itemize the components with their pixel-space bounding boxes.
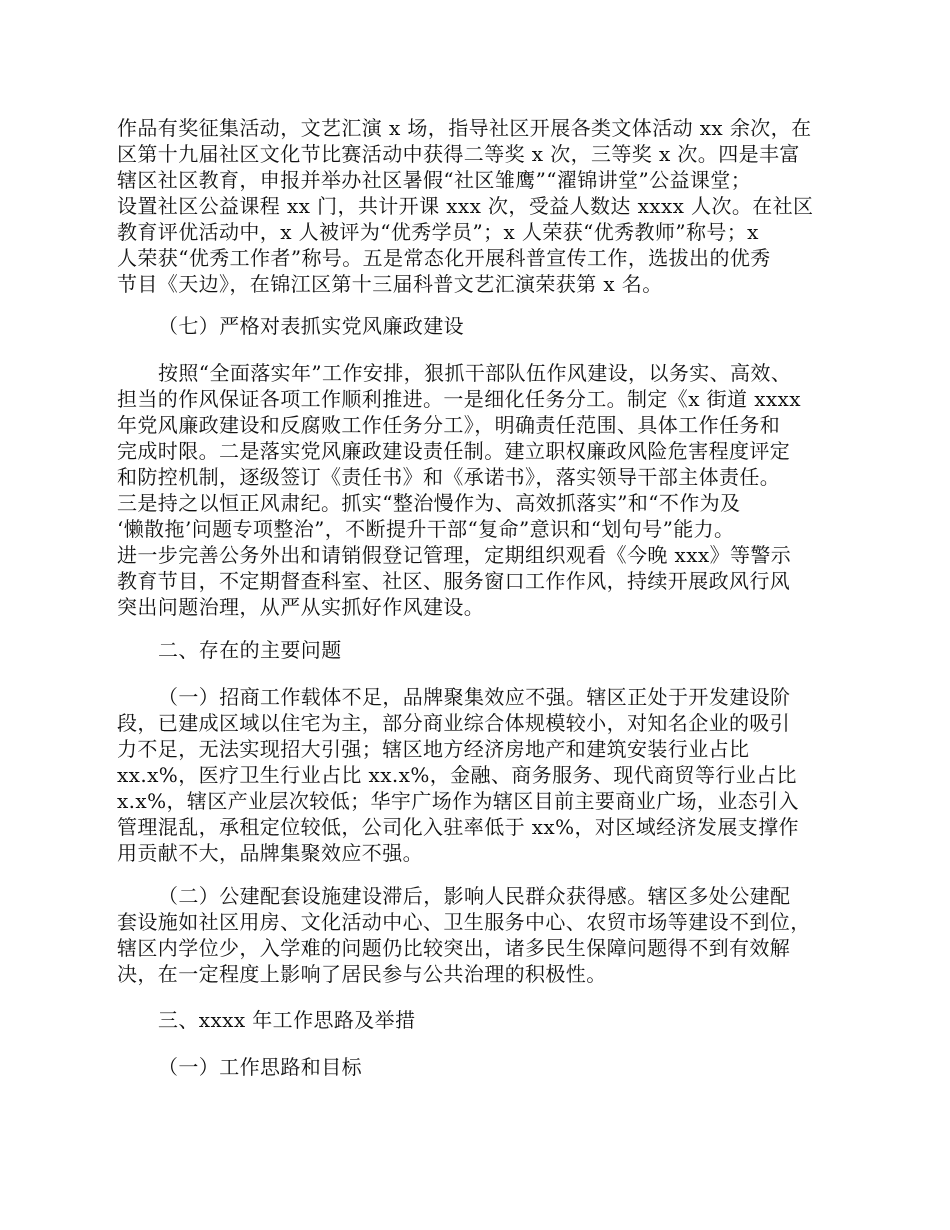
- paragraph-line: 节目《天边》，在锦江区第十三届科普文艺汇演荣获第 x 名。: [117, 272, 663, 296]
- section-heading: 二、存在的主要问题: [158, 638, 342, 662]
- paragraph-line: ‘懒散拖’问题专项整治”，不断提升干部“复命”意识和“划句号”能力。: [117, 517, 735, 541]
- paragraph-line: 突出问题治理，从严从实抓好作风建设。: [117, 595, 485, 619]
- paragraph-line: 区第十九届社区文化节比赛活动中获得二等奖 x 次，三等奖 x 次。四是丰富: [117, 142, 800, 166]
- paragraph-line: 决，在一定程度上影响了居民参与公共治理的积极性。: [117, 962, 607, 986]
- paragraph-line: 辖区社区教育，申报并举办社区暑假“社区雏鹰”“濯锦讲堂”公益课堂；: [117, 168, 752, 192]
- paragraph-line: 和防控机制，逐级签订《责任书》和《承诺书》，落实领导干部主体责任。: [117, 465, 781, 489]
- section-heading: 三、xxxx 年工作思路及举措: [158, 1008, 416, 1032]
- paragraph-line: 辖区内学位少，入学难的问题仍比较突出，诸多民生保障问题得不到有效解: [117, 936, 791, 960]
- paragraph-line: 进一步完善公务外出和请销假登记管理，定期组织观看《今晚 xxx》等警示: [117, 543, 792, 567]
- paragraph-line: 年党风廉政建设和反腐败工作任务分工》，明确责任范围、具体工作任务和: [117, 413, 781, 437]
- paragraph-line: xx.x%，医疗卫生行业占比 xx.x%，金融、商务服务、现代商贸等行业占比: [117, 763, 797, 787]
- paragraph-line: 人荣获“优秀工作者”称号。五是常态化开展科普宣传工作，选拔出的优秀: [117, 246, 771, 270]
- paragraph-line: 段，已建成区域以住宅为主，部分商业综合体规模较小，对知名企业的吸引: [117, 711, 791, 735]
- paragraph-line: 套设施如社区用房、文化活动中心、卫生服务中心、农贸市场等建设不到位，: [117, 910, 811, 934]
- paragraph-line: 教育节目，不定期督查科室、社区、服务窗口工作作风，持续开展政风行风: [117, 569, 791, 593]
- paragraph-line: x.x%，辖区产业层次较低；华宇广场作为辖区目前主要商业广场，业态引入: [117, 789, 799, 813]
- paragraph-line: （一）招商工作载体不足，品牌聚集效应不强。辖区正处于开发建设阶: [158, 685, 791, 709]
- section-heading: （一）工作思路和目标: [158, 1055, 362, 1079]
- paragraph-line: 设置社区公益课程 xx 门，共计开课 xxx 次，受益人数达 xxxx 人次。在社区: [117, 194, 814, 218]
- section-heading: （七）严格对表抓实党风廉政建设: [158, 314, 464, 338]
- paragraph-line: 管理混乱，承租定位较低，公司化入驻率低于 xx%，对区域经济发展支撑作: [117, 815, 799, 839]
- paragraph-line: 担当的作风保证各项工作顺利推进。一是细化任务分工。制定《x 街道 xxxx: [117, 387, 801, 411]
- paragraph-line: 完成时限。二是落实党风廉政建设责任制。建立职权廉政风险危害程度评定: [117, 439, 791, 463]
- paragraph-line: 三是持之以恒正风肃纪。抓实“整治慢作为、高效抓落实”和“不作为及: [117, 491, 741, 515]
- paragraph-line: 教育评优活动中，x 人被评为“优秀学员”；x 人荣获“优秀教师”称号；x: [117, 220, 759, 244]
- paragraph-line: （二）公建配套设施建设滞后，影响人民群众获得感。辖区多处公建配: [158, 884, 791, 908]
- paragraph-line: 按照“全面落实年”工作安排，狠抓干部队伍作风建设，以务实、高效、: [158, 361, 792, 385]
- paragraph-line: 用贡献不大，品牌集聚效应不强。: [117, 841, 423, 865]
- paragraph-line: 作品有奖征集活动，文艺汇演 x 场，指导社区开展各类文体活动 xx 余次，在: [117, 116, 812, 140]
- paragraph-line: 力不足，无法实现招大引强；辖区地方经济房地产和建筑安装行业占比: [117, 737, 750, 761]
